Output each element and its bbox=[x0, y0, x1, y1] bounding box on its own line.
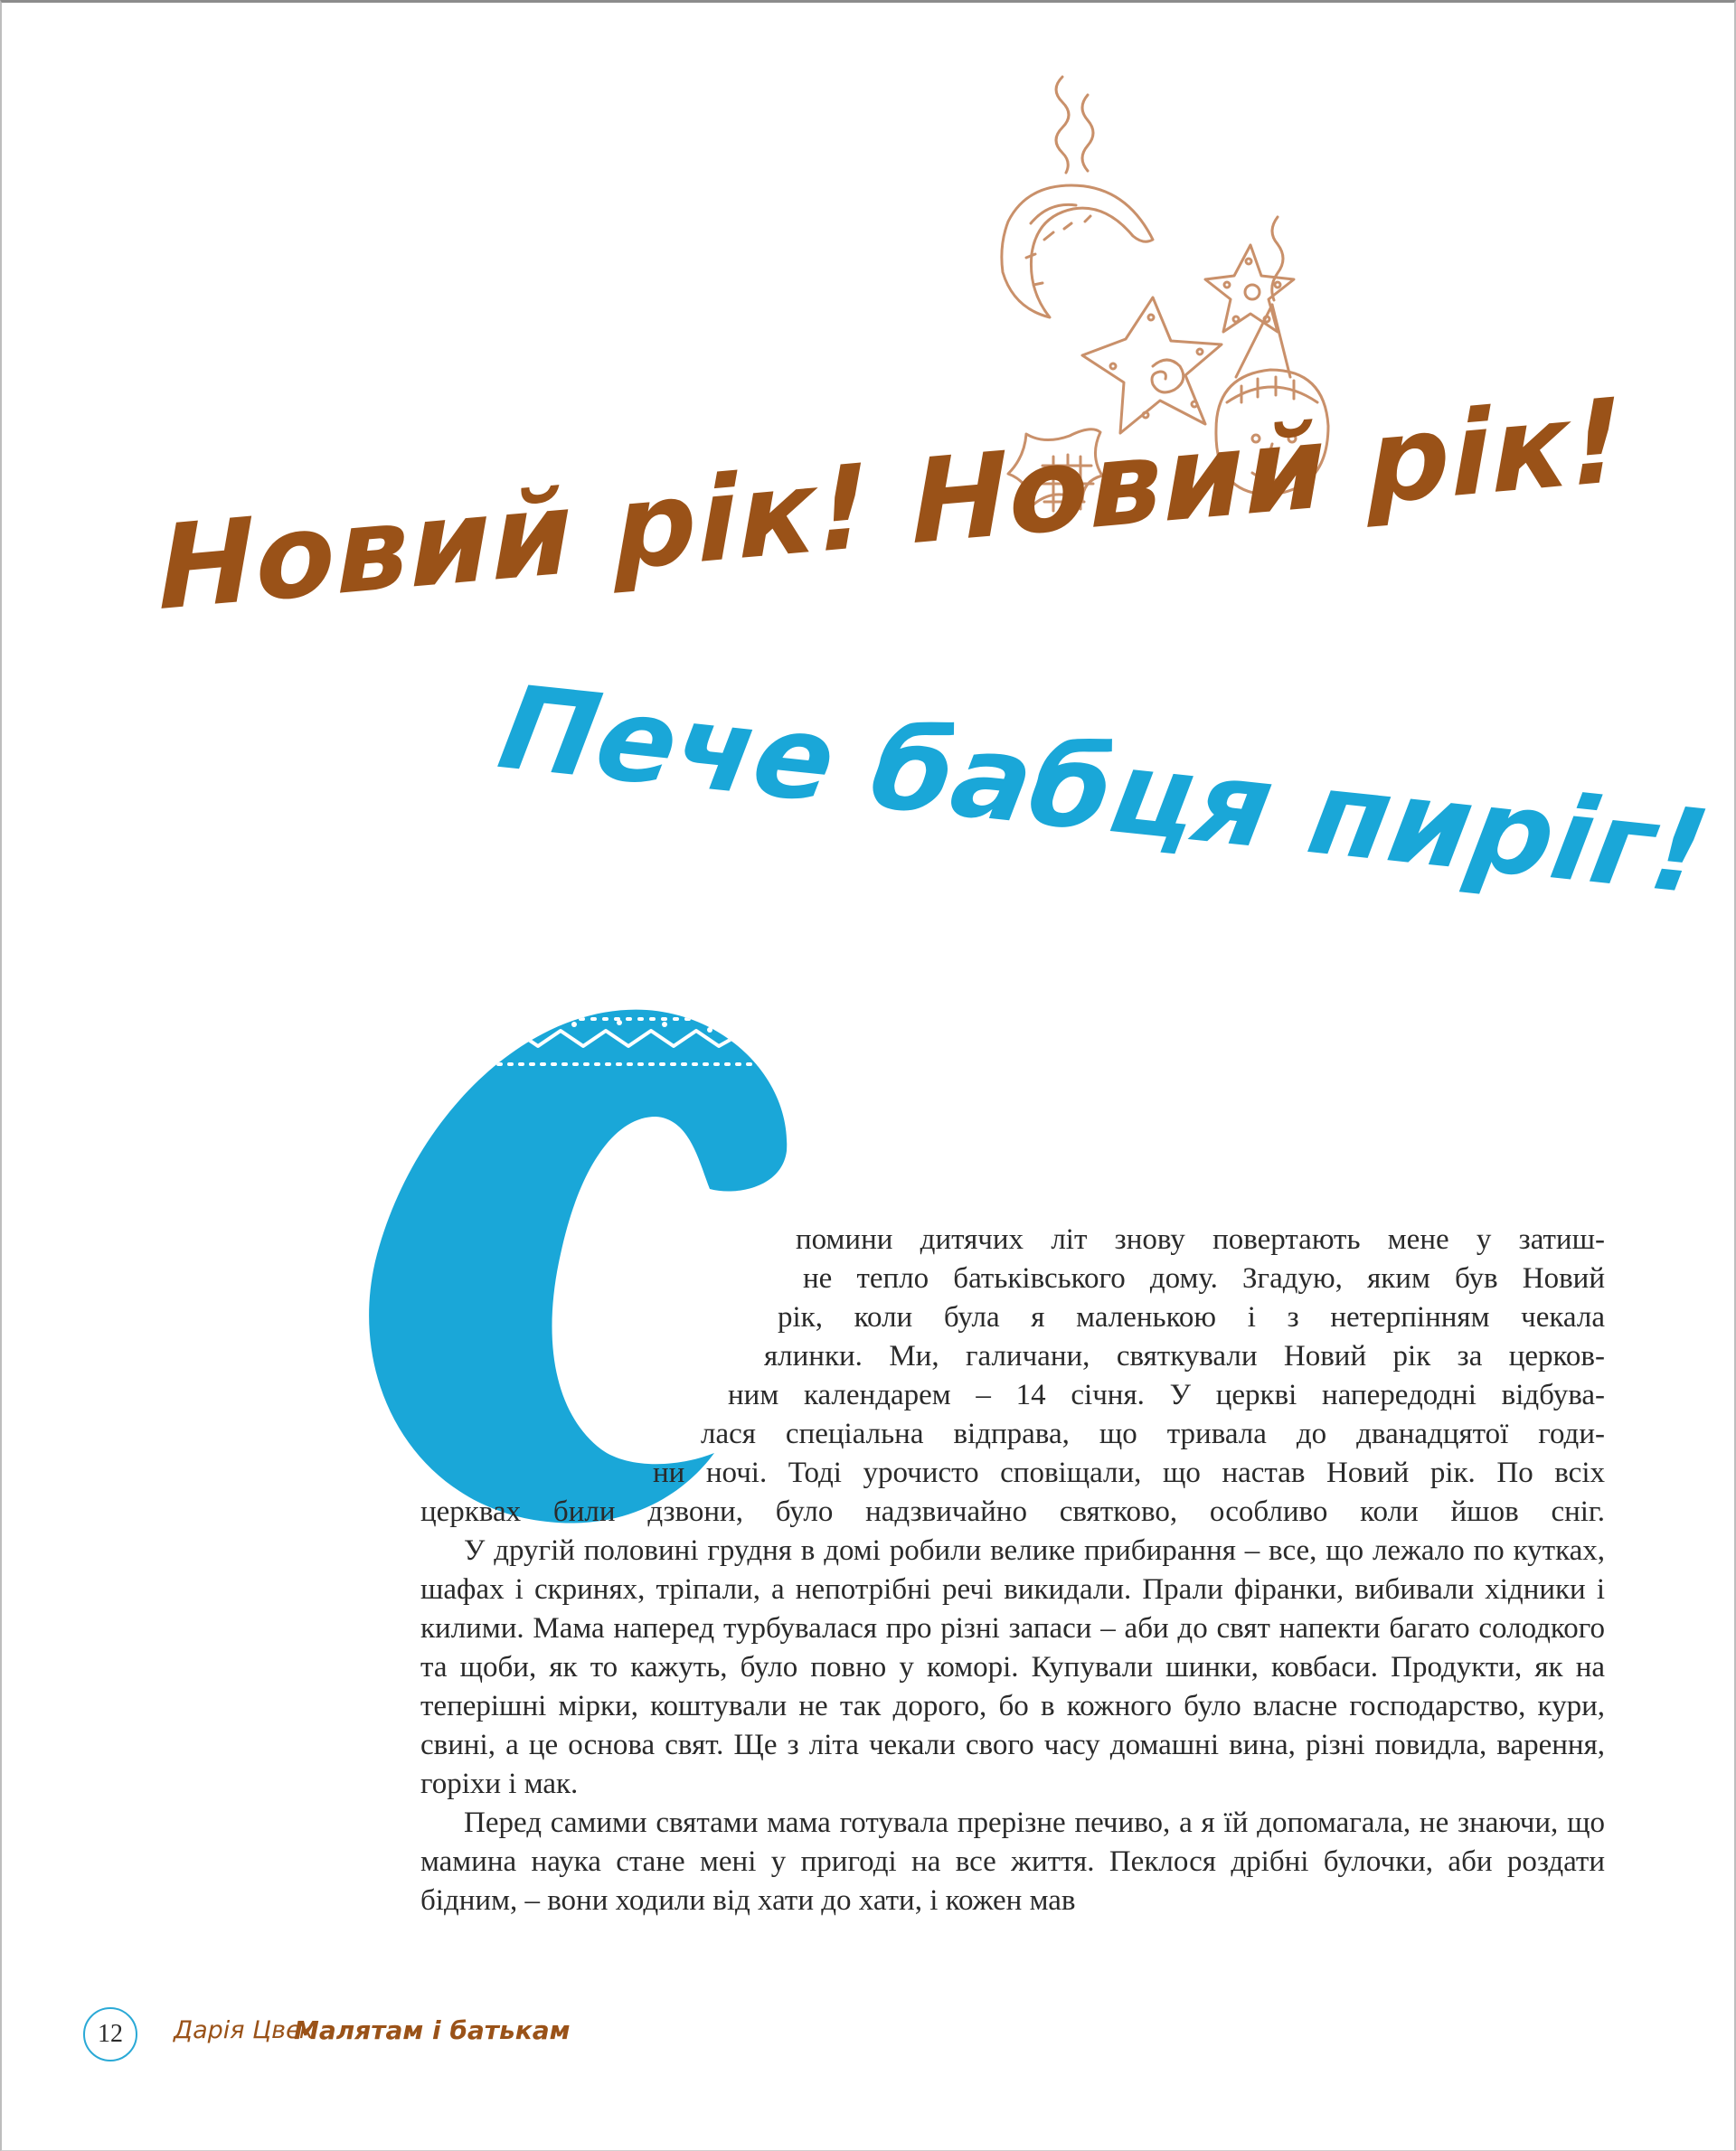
page-title bbox=[0, 0, 1736, 920]
body-line-2: не тепло батьківського дому. Згадую, яким був Новий bbox=[803, 1262, 1605, 1295]
page-number: 12 bbox=[83, 2007, 137, 2061]
body-line-3: рік, коли була я маленькою і з нетерпінням чекала bbox=[778, 1301, 1605, 1334]
body-line-5: ним календарем – 14 січня. У церкві напередодні відбува- bbox=[728, 1379, 1605, 1411]
footer-book-title: Малятам і батькам bbox=[294, 2015, 571, 2045]
body-line-7: ни ночі. Тоді урочисто сповіщали, що настав Новий рік. По всіх bbox=[653, 1457, 1605, 1489]
title-line-2: Пече бабця пиріг! bbox=[490, 660, 1718, 920]
body-line-8: церквах били дзвони, було надзвичайно святково, особливо коли йшов сніг. bbox=[420, 1495, 1605, 1528]
body-line-1: помини дитячих літ знову повертають мене у затиш- bbox=[796, 1223, 1605, 1256]
title-line-1: Новий рік! Новий рік! bbox=[156, 373, 1626, 637]
body-line-4: ялинки. Ми, галичани, святкували Новий рік за церков- bbox=[764, 1340, 1605, 1373]
body-line-6: лася спеціальна відправа, що тривала до дванадцятої годи- bbox=[701, 1418, 1605, 1450]
footer-author: Дарія Цвєк bbox=[174, 2016, 315, 2044]
body-paragraph-2: У другій половині грудня в домі робили велике прибирання – все, що лежало по кутках, шафах і скринях, тріпали, а непотрібні речі викидали. Прали фіранки, вибивали хідники і килими. Мама наперед турбувалася про різні запаси – аби до свят напекти багато солодкого та щоби, як то кажуть, було повно у коморі. Купували шинки, ковбаси. Продукти, як на теперішні мірки, коштували не так дорого, бо в кожного було власне господарство, кури, свині, а це основа свят. Ще з літа чекали свого часу домашні вина, різні повидла, варення, горіхи і мак. bbox=[420, 1534, 1605, 1800]
body-paragraph-3: Перед самими святами мама готувала прерізне печиво, а я їй допомагала, не знаючи, що мамина наука стане мені у пригоді на все життя. Пеклося дрібні булочки, аби роздати бідним, – вони ходили від хати до хати, і кожен мав bbox=[420, 1807, 1605, 1917]
